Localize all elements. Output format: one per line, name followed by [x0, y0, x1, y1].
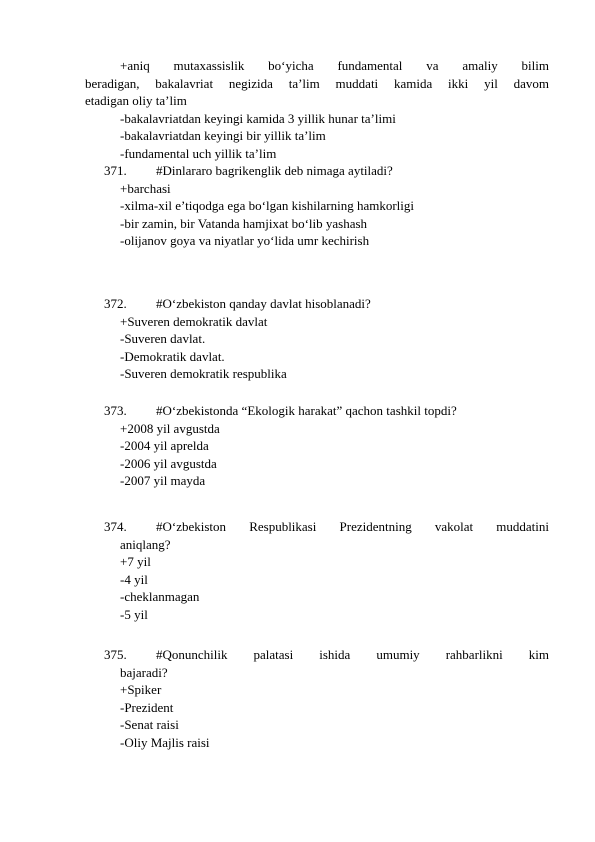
question-text: #O‘zbekiston Respublikasi Prezidentning vakolat muddatini — [156, 519, 549, 534]
answer-option: -olijanov goya va niyatlar yo‘lida umr kechirish — [120, 233, 370, 249]
answer-option: -Demokratik davlat. — [120, 348, 225, 364]
answer-option: +barchasi — [120, 180, 171, 196]
answer-option: +Spiker — [120, 682, 162, 698]
answer-option: -bir zamin, bir Vatanda hamjixat bo‘lib yashash — [120, 215, 368, 231]
question-373 — [85, 402, 549, 490]
answer-option: -xilma-xil e’tiqodga ega bo‘lgan kishilarning hamkorligi — [120, 198, 414, 214]
answer-option: -Prezident — [120, 699, 174, 715]
question-number: 372. — [104, 296, 127, 311]
answer-option: -2004 yil aprelda — [120, 438, 209, 454]
question-number: 374. — [104, 519, 127, 534]
answer-option: -Senat raisi — [120, 717, 179, 733]
answer-option: -Suveren demokratik respublika — [120, 366, 287, 382]
question-text: #Dinlararo bagrikenglik deb nimaga aytiladi? — [156, 163, 393, 178]
answer-option: -2006 yil avgustda — [120, 455, 217, 471]
question-text: #Qonunchilik palatasi ishida umumiy rahbarlikni kim — [156, 647, 549, 662]
answer-option: -4 yil — [120, 571, 148, 587]
answer-option: +2008 yil avgustda — [120, 420, 220, 436]
answer-option: -2007 yil mayda — [120, 473, 206, 489]
answer-option: +Suveren demokratik davlat — [120, 313, 268, 329]
answer-option: -cheklanmagan — [120, 589, 200, 605]
intro-line: +aniq mutaxassislik bo‘yicha fundamental va amaliy bilim — [120, 58, 549, 73]
question-text-continued: aniqlang? — [120, 536, 171, 552]
question-371 — [85, 162, 549, 250]
answer-option: -bakalavriatdan keyingi bir yillik ta’lim — [120, 128, 326, 144]
intro-block — [85, 57, 549, 163]
question-number: 371. — [104, 163, 127, 178]
answer-option: -Oliy Majlis raisi — [120, 734, 210, 750]
answer-option: -5 yil — [120, 606, 148, 622]
answer-option: -fundamental uch yillik ta’lim — [120, 145, 277, 161]
question-number: 373. — [104, 403, 127, 418]
answer-option: +7 yil — [120, 554, 151, 570]
question-372 — [85, 295, 549, 383]
question-number: 375. — [104, 647, 127, 662]
question-text-continued: bajaradi? — [120, 664, 168, 680]
answer-option: -Suveren davlat. — [120, 331, 206, 347]
intro-line: beradigan, bakalavriat negizida ta’lim muddati kamida ikki yil davom — [85, 75, 549, 91]
question-374 — [85, 518, 549, 624]
answer-option: -bakalavriatdan keyingi kamida 3 yillik hunar ta’limi — [120, 110, 396, 126]
intro-line: etadigan oliy ta’lim — [85, 93, 187, 109]
question-text: #O‘zbekistonda “Ekologik harakat” qachon tashkil topdi? — [156, 403, 457, 418]
question-text: #O‘zbekiston qanday davlat hisoblanadi? — [156, 296, 371, 311]
question-375 — [85, 646, 549, 752]
